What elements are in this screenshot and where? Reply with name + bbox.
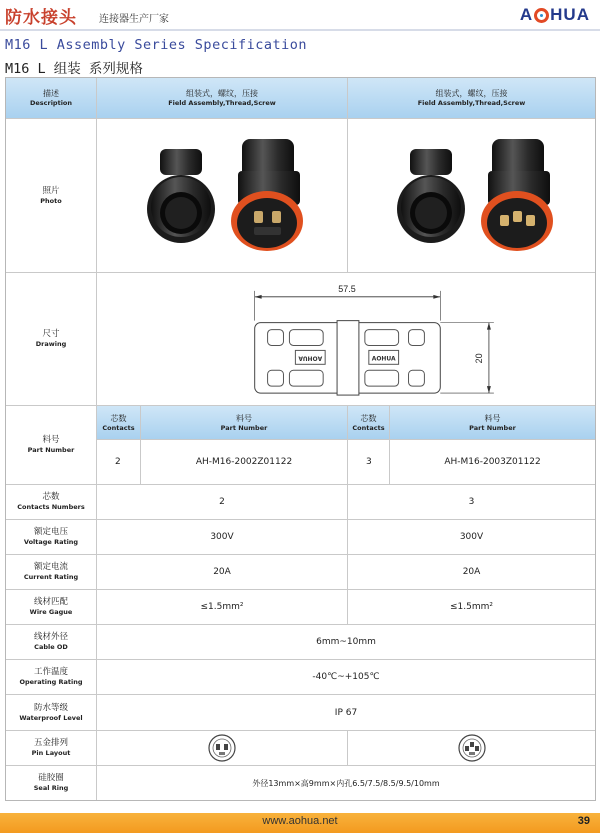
drawing-label-cn: 尺寸 bbox=[42, 329, 60, 339]
col-header-2-cn: 组装式，螺纹，压接 bbox=[435, 89, 508, 98]
col-header-2 bbox=[348, 78, 595, 119]
contacts-subheader-2-cn: 芯数 bbox=[360, 413, 377, 423]
pin-layout-2pin-icon bbox=[207, 733, 237, 763]
cable-od-value: 6mm~10mm bbox=[97, 625, 595, 660]
waterproof-value: IP 67 bbox=[97, 695, 595, 731]
spec-row-label-cn: 额定电流 bbox=[33, 562, 68, 572]
dimension-drawing bbox=[97, 273, 595, 405]
pin-layout-3pin-icon bbox=[457, 733, 487, 763]
spec-row-label-cn: 芯数 bbox=[42, 492, 60, 502]
pin-layout-label bbox=[6, 731, 97, 766]
pin-layout-3pin bbox=[348, 731, 595, 766]
operating-label bbox=[6, 660, 97, 695]
brand-subtitle: 连接器生产厂家 bbox=[99, 14, 169, 25]
spec-row-value-1: ≤1.5mm² bbox=[97, 590, 348, 625]
seal-ring-label bbox=[6, 766, 97, 800]
photo-3pin bbox=[348, 119, 595, 273]
partnum-subheader-1-cn: 料号 bbox=[236, 413, 252, 423]
spec-row-label bbox=[6, 485, 97, 520]
cable-od-label-en: Cable OD bbox=[34, 643, 68, 651]
operating-value: -40℃~+105℃ bbox=[97, 660, 595, 695]
spec-row-label-en: Current Rating bbox=[23, 573, 79, 581]
spec-row-label-en: Contacts Numbers bbox=[17, 503, 85, 511]
page-title-en: M16 L Assembly Series Specification bbox=[5, 37, 307, 53]
logo-letter-a: A bbox=[519, 5, 534, 24]
spec-row-value-2: 3 bbox=[348, 485, 595, 520]
part-number-value-1: AH-M16-2002Z01122 bbox=[141, 440, 348, 485]
partnum-subheader-2 bbox=[390, 406, 595, 440]
seal-ring-label-en: Seal Ring bbox=[33, 784, 69, 792]
pin-layout-2pin bbox=[97, 731, 348, 766]
partnum-subheader-1 bbox=[141, 406, 348, 440]
col-header-1 bbox=[97, 78, 348, 119]
contacts-subheader-2-en: Contacts bbox=[352, 423, 385, 432]
description-label bbox=[6, 78, 97, 119]
logo-letters-hua: HUA bbox=[550, 5, 590, 24]
contacts-subheader-2 bbox=[348, 406, 390, 440]
part-number-label-cn: 料号 bbox=[42, 435, 60, 445]
spec-row-value-1: 300V bbox=[97, 520, 348, 555]
spec-row-label-cn: 额定电压 bbox=[33, 527, 68, 537]
photo-label bbox=[6, 119, 97, 273]
photo-2pin bbox=[97, 119, 348, 273]
cable-od-label-cn: 线材外径 bbox=[33, 632, 68, 642]
contacts-value-1: 2 bbox=[97, 440, 141, 485]
operating-label-en: Operating Rating bbox=[19, 678, 83, 686]
aohua-logo bbox=[520, 5, 590, 25]
drawing-logo-right: AOHUA bbox=[371, 355, 396, 363]
cable-od-label bbox=[6, 625, 97, 660]
spec-row-label bbox=[6, 520, 97, 555]
spec-row-value-2: 300V bbox=[348, 520, 595, 555]
contacts-subheader-1-en: Contacts bbox=[102, 423, 135, 432]
footer-url-link[interactable]: www.aohua.net bbox=[262, 815, 338, 827]
spec-row-value-1: 2 bbox=[97, 485, 348, 520]
contacts-subheader-1 bbox=[97, 406, 141, 440]
spec-row-label-en: Voltage Rating bbox=[23, 538, 79, 546]
page-title-cn: M16 L 组装 系列规格 bbox=[5, 61, 143, 77]
partnum-subheader-2-cn: 料号 bbox=[484, 413, 501, 423]
pin-layout-label-cn: 五金排列 bbox=[33, 738, 68, 748]
logo-ring-icon bbox=[534, 8, 549, 23]
description-en: Description bbox=[29, 99, 73, 107]
operating-label-cn: 工作温度 bbox=[33, 667, 68, 677]
brand-title: 防水接头 bbox=[5, 8, 77, 28]
col-header-1-en: Field Assembly,Thread,Screw bbox=[168, 99, 276, 107]
part-number-label-en: Part Number bbox=[27, 446, 75, 454]
drawing-area bbox=[97, 273, 595, 406]
spec-row-label-en: Wire Gague bbox=[29, 608, 73, 616]
photo-label-cn: 照片 bbox=[42, 185, 60, 196]
col-header-1-cn: 组装式，螺纹，压接 bbox=[186, 89, 258, 98]
connector-photo-3pin bbox=[372, 131, 572, 261]
partnum-subheader-2-en: Part Number bbox=[469, 423, 516, 432]
part-number-label bbox=[6, 406, 97, 485]
dim-length-text: 57.5 bbox=[338, 283, 356, 294]
description-cn: 描述 bbox=[43, 89, 59, 98]
seal-ring-label-cn: 硅胶圈 bbox=[38, 773, 64, 783]
header-divider bbox=[0, 29, 600, 31]
waterproof-label-cn: 防水等级 bbox=[33, 702, 68, 713]
contacts-value-2: 3 bbox=[348, 440, 390, 485]
dim-height-text: 20 bbox=[473, 353, 484, 364]
connector-photo-2pin bbox=[122, 131, 322, 261]
spec-row-value-1: 20A bbox=[97, 555, 348, 590]
drawing-logo-left: AOHUA bbox=[298, 354, 323, 362]
part-number-value-2: AH-M16-2003Z01122 bbox=[390, 440, 595, 485]
page-number: 39 bbox=[577, 815, 590, 827]
waterproof-label bbox=[6, 695, 97, 731]
drawing-label bbox=[6, 273, 97, 406]
photo-label-en: Photo bbox=[40, 196, 62, 205]
spec-row-label bbox=[6, 555, 97, 590]
spec-row-value-2: 20A bbox=[348, 555, 595, 590]
spec-table bbox=[5, 77, 596, 801]
drawing-label-en: Drawing bbox=[35, 340, 67, 348]
partnum-subheader-1-en: Part Number bbox=[220, 423, 268, 432]
pin-layout-label-en: Pin Layout bbox=[31, 749, 71, 757]
spec-row-label bbox=[6, 590, 97, 625]
waterproof-label-en: Waterproof Level bbox=[19, 713, 83, 722]
contacts-subheader-1-cn: 芯数 bbox=[110, 413, 127, 423]
col-header-2-en: Field Assembly,Thread,Screw bbox=[417, 99, 526, 107]
seal-ring-value: 外径13mm×高9mm×内孔6.5/7.5/8.5/9.5/10mm bbox=[252, 778, 440, 788]
spec-row-label-cn: 线材匹配 bbox=[33, 597, 68, 607]
spec-row-value-2: ≤1.5mm² bbox=[348, 590, 595, 625]
